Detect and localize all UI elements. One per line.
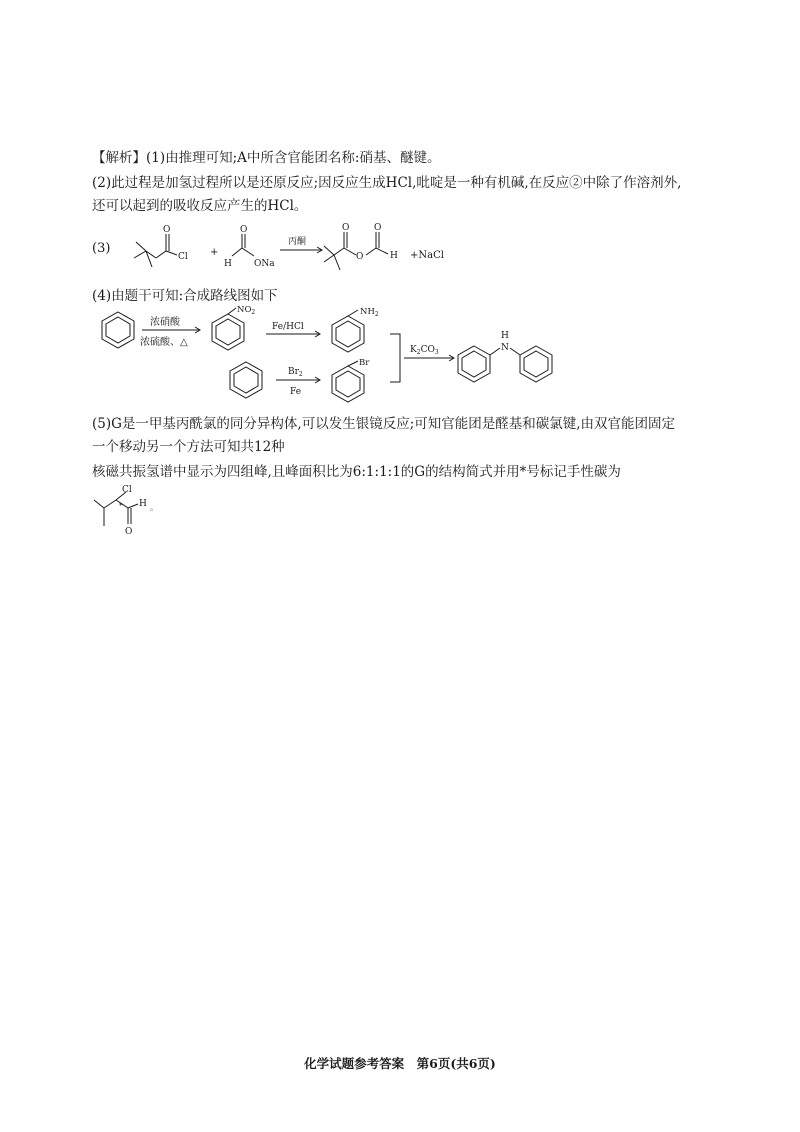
sodium-formate-structure xyxy=(224,225,275,269)
condition-fe: Fe xyxy=(290,387,302,397)
br-label: Br xyxy=(359,358,370,368)
o-label-3: O xyxy=(342,223,350,233)
nh2-label: $NH_2$ xyxy=(360,307,379,318)
condition-k2co3: $K_2CO_3$ xyxy=(410,345,439,356)
g-period: 。 xyxy=(150,503,158,512)
chiral-star-label: * xyxy=(119,502,123,510)
o-label-1: O xyxy=(163,225,171,235)
condition-fe-hcl: Fe/HCl xyxy=(272,322,304,332)
arrow-nitration xyxy=(140,315,200,348)
diphenylamine-structure xyxy=(458,331,552,382)
o-label-5: O xyxy=(374,223,382,233)
reaction-arrow-3 xyxy=(280,236,322,253)
g-h-label: H xyxy=(139,499,147,509)
condition-nitric-acid: 浓硝酸 xyxy=(150,317,180,328)
g-cl-label: Cl xyxy=(122,485,132,495)
anhydride-product-structure xyxy=(324,223,398,270)
aniline-structure xyxy=(332,307,379,352)
arrow-bromination xyxy=(276,367,320,397)
analysis-item-5-line-3: 核磁共振氢谱中显示为四组峰,且峰面积比为6:1:1:1的G的结构简式并用*号标记手性碳为 xyxy=(92,464,621,480)
g-o-label: O xyxy=(125,527,133,537)
condition-br2: $Br_2$ xyxy=(288,367,303,378)
analysis-item-2-line-1: (2)此过程是加氢过程所以是还原反应;因反应生成HCl,吡啶是一种有机碱,在反应②中除了作溶剂外, xyxy=(92,175,682,191)
reaction-equation-3 xyxy=(92,222,472,282)
arrow-reduction xyxy=(266,322,320,337)
benzene-ring-1 xyxy=(102,312,134,348)
condition-sulfuric-acid: 浓硫酸、△ xyxy=(140,337,188,348)
merge-bracket xyxy=(390,334,400,382)
arrow-coupling xyxy=(404,345,454,361)
n-label: N xyxy=(501,343,509,353)
h-label: H xyxy=(224,259,232,269)
plus-sign: + xyxy=(210,247,219,258)
cl-label: Cl xyxy=(178,252,188,262)
bromobenzene-structure xyxy=(332,358,370,402)
analysis-item-5-line-1: (5)G是一甲基丙酰氯的同分异构体,可以发生银镜反应;可知官能团是醛基和碳氯键,由双官能团固定 xyxy=(92,416,676,432)
no2-label: $NO_2$ xyxy=(237,305,256,316)
o-label-2: O xyxy=(240,225,248,235)
ona-label: ONa xyxy=(254,259,275,269)
compound-g-structure xyxy=(92,486,212,546)
amine-h-label: H xyxy=(501,331,509,341)
synthesis-route-4 xyxy=(92,306,612,416)
arrow-condition-acetone: 丙酮 xyxy=(288,237,307,247)
analysis-item-1: 【解析】(1)由推理可知;A中所含官能团名称:硝基、醚键。 xyxy=(92,150,441,166)
pivaloyl-chloride-structure xyxy=(134,225,188,267)
page-footer: 化学试题参考答案 第6页(共6页) xyxy=(304,1056,496,1071)
nacl-label: +NaCl xyxy=(410,250,444,261)
analysis-item-2-line-2: 还可以起到的吸收反应产生的HCl。 xyxy=(92,198,308,214)
analysis-item-4-label: (4)由题干可知:合成路线图如下 xyxy=(92,288,278,304)
o-label-4: O xyxy=(356,252,364,262)
h-label-2: H xyxy=(390,251,398,261)
benzene-ring-2 xyxy=(230,362,262,398)
item-3-label: (3) xyxy=(92,241,111,256)
nitrobenzene-structure xyxy=(212,305,255,350)
analysis-item-5-line-2: 一个移动另一个方法可知共12种 xyxy=(92,439,285,455)
